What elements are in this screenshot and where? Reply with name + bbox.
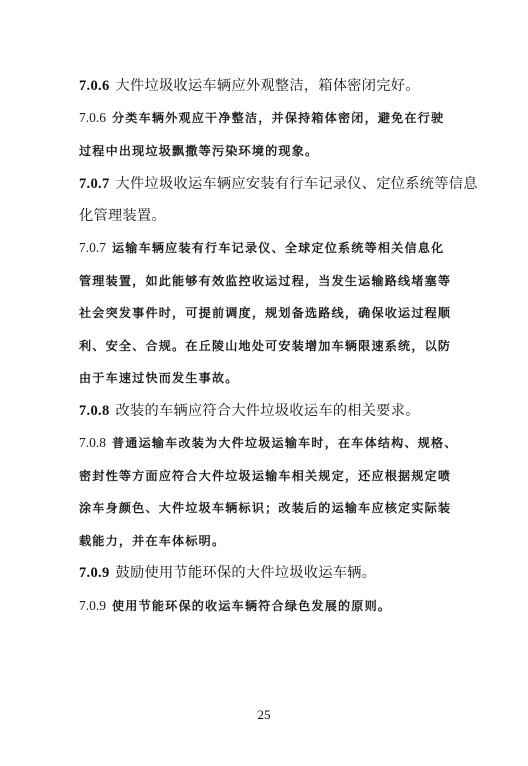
explanation-7-0-8-line-3 [79,498,451,518]
explanation-number: 7.0.8 [79,435,106,450]
explanation-text: 管理装置，如此能够有效监控收运过程，当发生运输路线堵塞等 [79,274,452,288]
clause-7-0-6 [79,76,420,96]
clause-text: 化管理装置。 [79,208,166,224]
clause-number: 7.0.7 [79,176,110,192]
explanation-7-0-7-line-2 [79,271,451,291]
explanation-text: 社会突发事件时，可提前调度，规划备选路线，确保收运过程顺 [79,306,452,320]
clause-number: 7.0.6 [79,78,110,94]
explanation-text: 分类车辆外观应干净整洁，并保持箱体密闭，避免在行驶 [112,111,445,125]
explanation-text: 载能力，并在车体标明。 [79,534,226,548]
explanation-text: 利、安全、合规。在丘陵山地处可安装增加车辆限速系统，以防 [79,339,452,353]
explanation-number: 7.0.6 [79,110,106,125]
explanation-text: 涂车身颜色、大件垃圾车辆标识；改装后的运输车应核定实际装 [79,501,452,515]
clause-number: 7.0.9 [79,565,110,581]
explanation-7-0-9-line-1 [79,596,391,616]
explanation-7-0-7-line-5 [79,368,239,388]
explanation-text: 运输车辆应装有行车记录仪、全球定位系统等相关信息化 [112,241,445,255]
explanation-text: 普通运输车改装为大件垃圾运输车时，在车体结构、规格、 [112,436,458,450]
clause-7-0-9 [79,563,376,583]
clause-7-0-7-line-2 [79,206,166,226]
explanation-7-0-8-line-4 [79,531,225,551]
explanation-7-0-8-line-2 [79,466,451,486]
explanation-text: 密封性等方面应符合大件垃圾运输车相关规定，还应根据规定喷 [79,469,452,483]
clause-text: 鼓励使用节能环保的大件垃圾收运车辆。 [115,565,377,581]
explanation-7-0-7-line-1 [79,238,444,258]
clause-text: 大件垃圾收运车辆应外观整洁，箱体密闭完好。 [115,78,420,94]
explanation-7-0-8-line-1 [79,433,458,453]
clause-7-0-7-line-1 [79,174,478,194]
explanation-7-0-7-line-3 [79,303,451,323]
explanation-number: 7.0.7 [79,240,106,255]
explanation-text: 过程中出现垃圾飘撒等污染环境的现象。 [79,144,319,158]
clause-text: 改装的车辆应符合大件垃圾收运车的相关要求。 [115,403,420,419]
explanation-text: 使用节能环保的收运车辆符合绿色发展的原则。 [112,599,392,613]
clause-7-0-8 [79,401,420,421]
explanation-text: 由于车速过快而发生事故。 [79,371,239,385]
clause-text: 大件垃圾收运车辆应安装有行车记录仪、定位系统等信息 [115,176,478,192]
explanation-7-0-6-line-2 [79,141,318,161]
clause-number: 7.0.8 [79,403,110,419]
page-number: 25 [257,707,271,722]
explanation-7-0-6-line-1 [79,108,444,128]
explanation-7-0-7-line-4 [79,336,451,356]
explanation-number: 7.0.9 [79,598,106,613]
